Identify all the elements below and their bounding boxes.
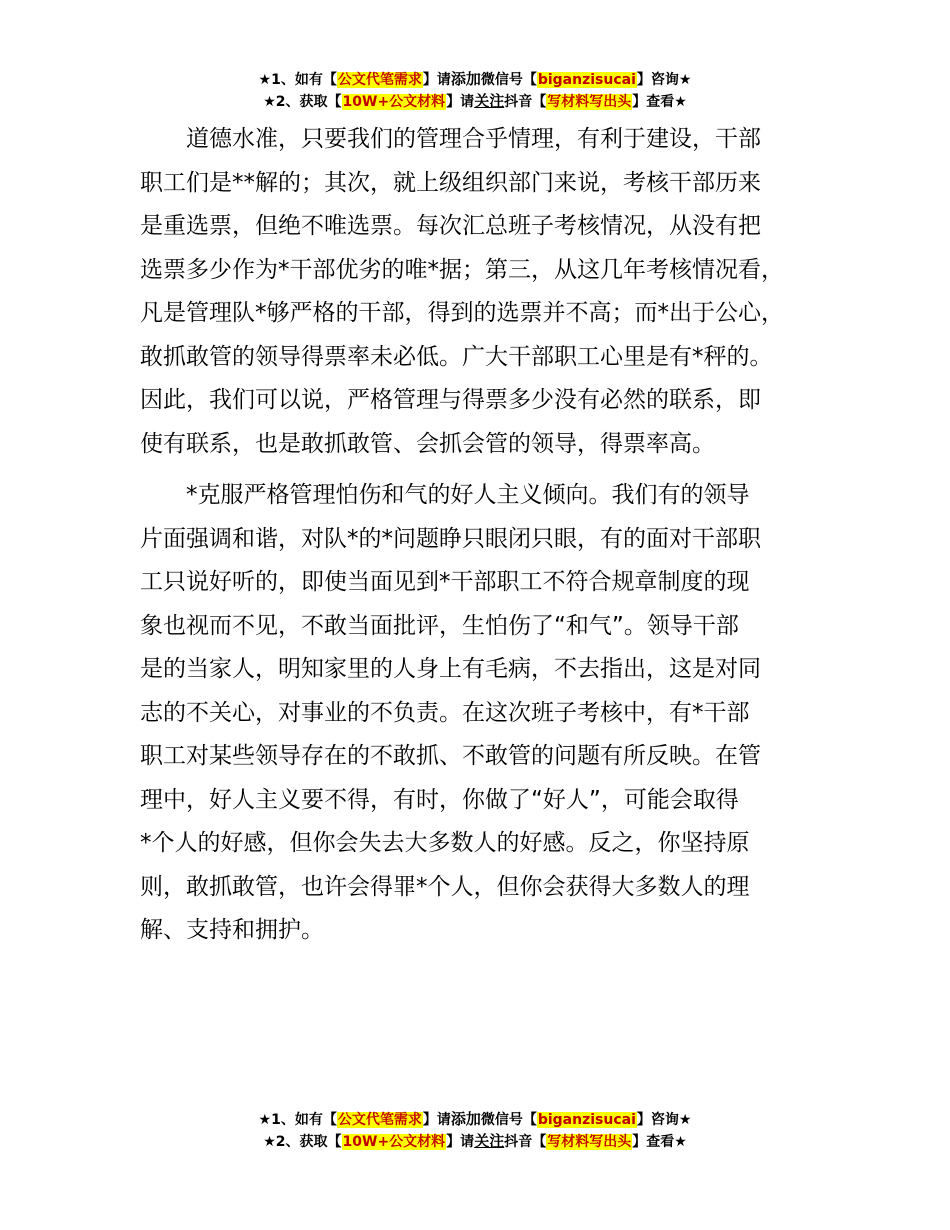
text-line: 使有联系，也是敢抓敢管、会抓会管的领导，得票率高。	[140, 430, 715, 457]
banner-text: 】查看	[632, 1134, 675, 1150]
banner-line-1	[0, 1108, 950, 1130]
highlight-douyin: 写材料写出头	[547, 94, 632, 110]
banner-emphasis: 添加	[450, 1110, 481, 1128]
header-banner	[0, 68, 950, 112]
highlight-service: 公文代笔需求	[337, 72, 422, 88]
highlight-wechat-id: biganzisucai	[537, 1112, 636, 1128]
banner-text: 】咨询	[636, 1112, 679, 1128]
banner-emphasis: 关注	[474, 1132, 505, 1150]
highlight-service: 公文代笔需求	[337, 1112, 422, 1128]
banner-text: 】查看	[632, 94, 675, 110]
text-line: 是重选票，但绝不唯选票。每次汇总班子考核情况，从没有把	[140, 213, 761, 239]
highlight-wechat-id: biganzisucai	[537, 72, 636, 88]
banner-text: 】咨询	[636, 72, 679, 88]
star-icon: ★	[674, 1134, 687, 1150]
banner-text: 1、如有【	[271, 1112, 337, 1128]
text-line: 职工们是**解的；其次，就上级组织部门来说，考核干部历来	[140, 169, 761, 196]
banner-line-2	[0, 1130, 950, 1152]
banner-emphasis: 添加	[450, 70, 481, 88]
star-icon: ★	[263, 1134, 276, 1150]
highlight-douyin: 写材料写出头	[547, 1134, 632, 1150]
banner-text: 】请	[446, 1134, 475, 1150]
text-line: *克服严格管理怕伤和气的好人主义倾向。我们有的领导	[186, 482, 750, 508]
text-line: 道德水准，只要我们的管理合乎情理，有利于建设，干部	[186, 126, 761, 152]
text-line: 理中，好人主义要不得，有时，你做了“好人”，可能会取得	[140, 786, 739, 813]
star-icon: ★	[674, 94, 687, 110]
text-line: 片面强调和谐，对队*的*问题睁只眼闭只眼，有的面对干部职	[140, 525, 761, 552]
banner-emphasis: 关注	[474, 92, 505, 110]
banner-text: 抖音【	[504, 94, 547, 110]
text-line: 职工对某些领导存在的不敢抓、不敢管的问题有所反映。在管	[140, 743, 761, 769]
star-icon: ★	[263, 94, 276, 110]
highlight-materials: 10W+公文材料	[342, 94, 446, 110]
text-line: 象也视而不见，不敢当面批评，生怕伤了“和气”。领导干部	[140, 612, 739, 639]
text-line: 是的当家人，明知家里的人身上有毛病，不去指出，这是对同	[140, 656, 761, 682]
text-line: 解、支持和拥护。	[140, 917, 324, 943]
star-icon: ★	[678, 72, 692, 88]
banner-text: 2、获取【	[275, 94, 342, 110]
banner-text: 】请	[422, 72, 451, 88]
banner-text: 1、如有【	[271, 72, 337, 88]
star-icon: ★	[258, 1112, 272, 1128]
star-icon: ★	[258, 72, 272, 88]
footer-banner	[0, 1108, 950, 1152]
text-line: 则，敢抓敢管，也许会得罪*个人，但你会获得大多数人的理	[140, 873, 750, 900]
star-icon: ★	[678, 1112, 692, 1128]
paragraph-2	[140, 474, 840, 953]
text-line: 凡是管理队*够严格的干部，得到的选票并不高；而*出于公心，	[140, 300, 784, 326]
text-line: 敢抓敢管的领导得票率未必低。广大干部职工心里是有*秤的。	[140, 343, 773, 370]
text-line: 选票多少作为*干部优劣的唯*据；第三，从这几年考核情况看，	[140, 256, 784, 283]
banner-text: 抖音【	[504, 1134, 547, 1150]
banner-text: 微信号【	[480, 1112, 537, 1128]
banner-line-1	[0, 68, 950, 90]
text-line: 志的不关心，对事业的不负责。在这次班子考核中，有*干部	[140, 699, 750, 726]
document-body	[140, 118, 840, 953]
highlight-materials: 10W+公文材料	[342, 1134, 446, 1150]
text-line: *个人的好感，但你会失去大多数人的好感。反之，你坚持原	[140, 830, 750, 856]
banner-line-2	[0, 90, 950, 112]
text-line: 因此，我们可以说，严格管理与得票多少没有必然的联系，即	[140, 387, 761, 413]
banner-text: 】请	[446, 94, 475, 110]
text-line: 工只说好听的，即使当面见到*干部职工不符合规章制度的现	[140, 569, 750, 595]
paragraph-1	[140, 118, 840, 466]
banner-text: 】请	[422, 1112, 451, 1128]
banner-text: 2、获取【	[275, 1134, 342, 1150]
banner-text: 微信号【	[480, 72, 537, 88]
